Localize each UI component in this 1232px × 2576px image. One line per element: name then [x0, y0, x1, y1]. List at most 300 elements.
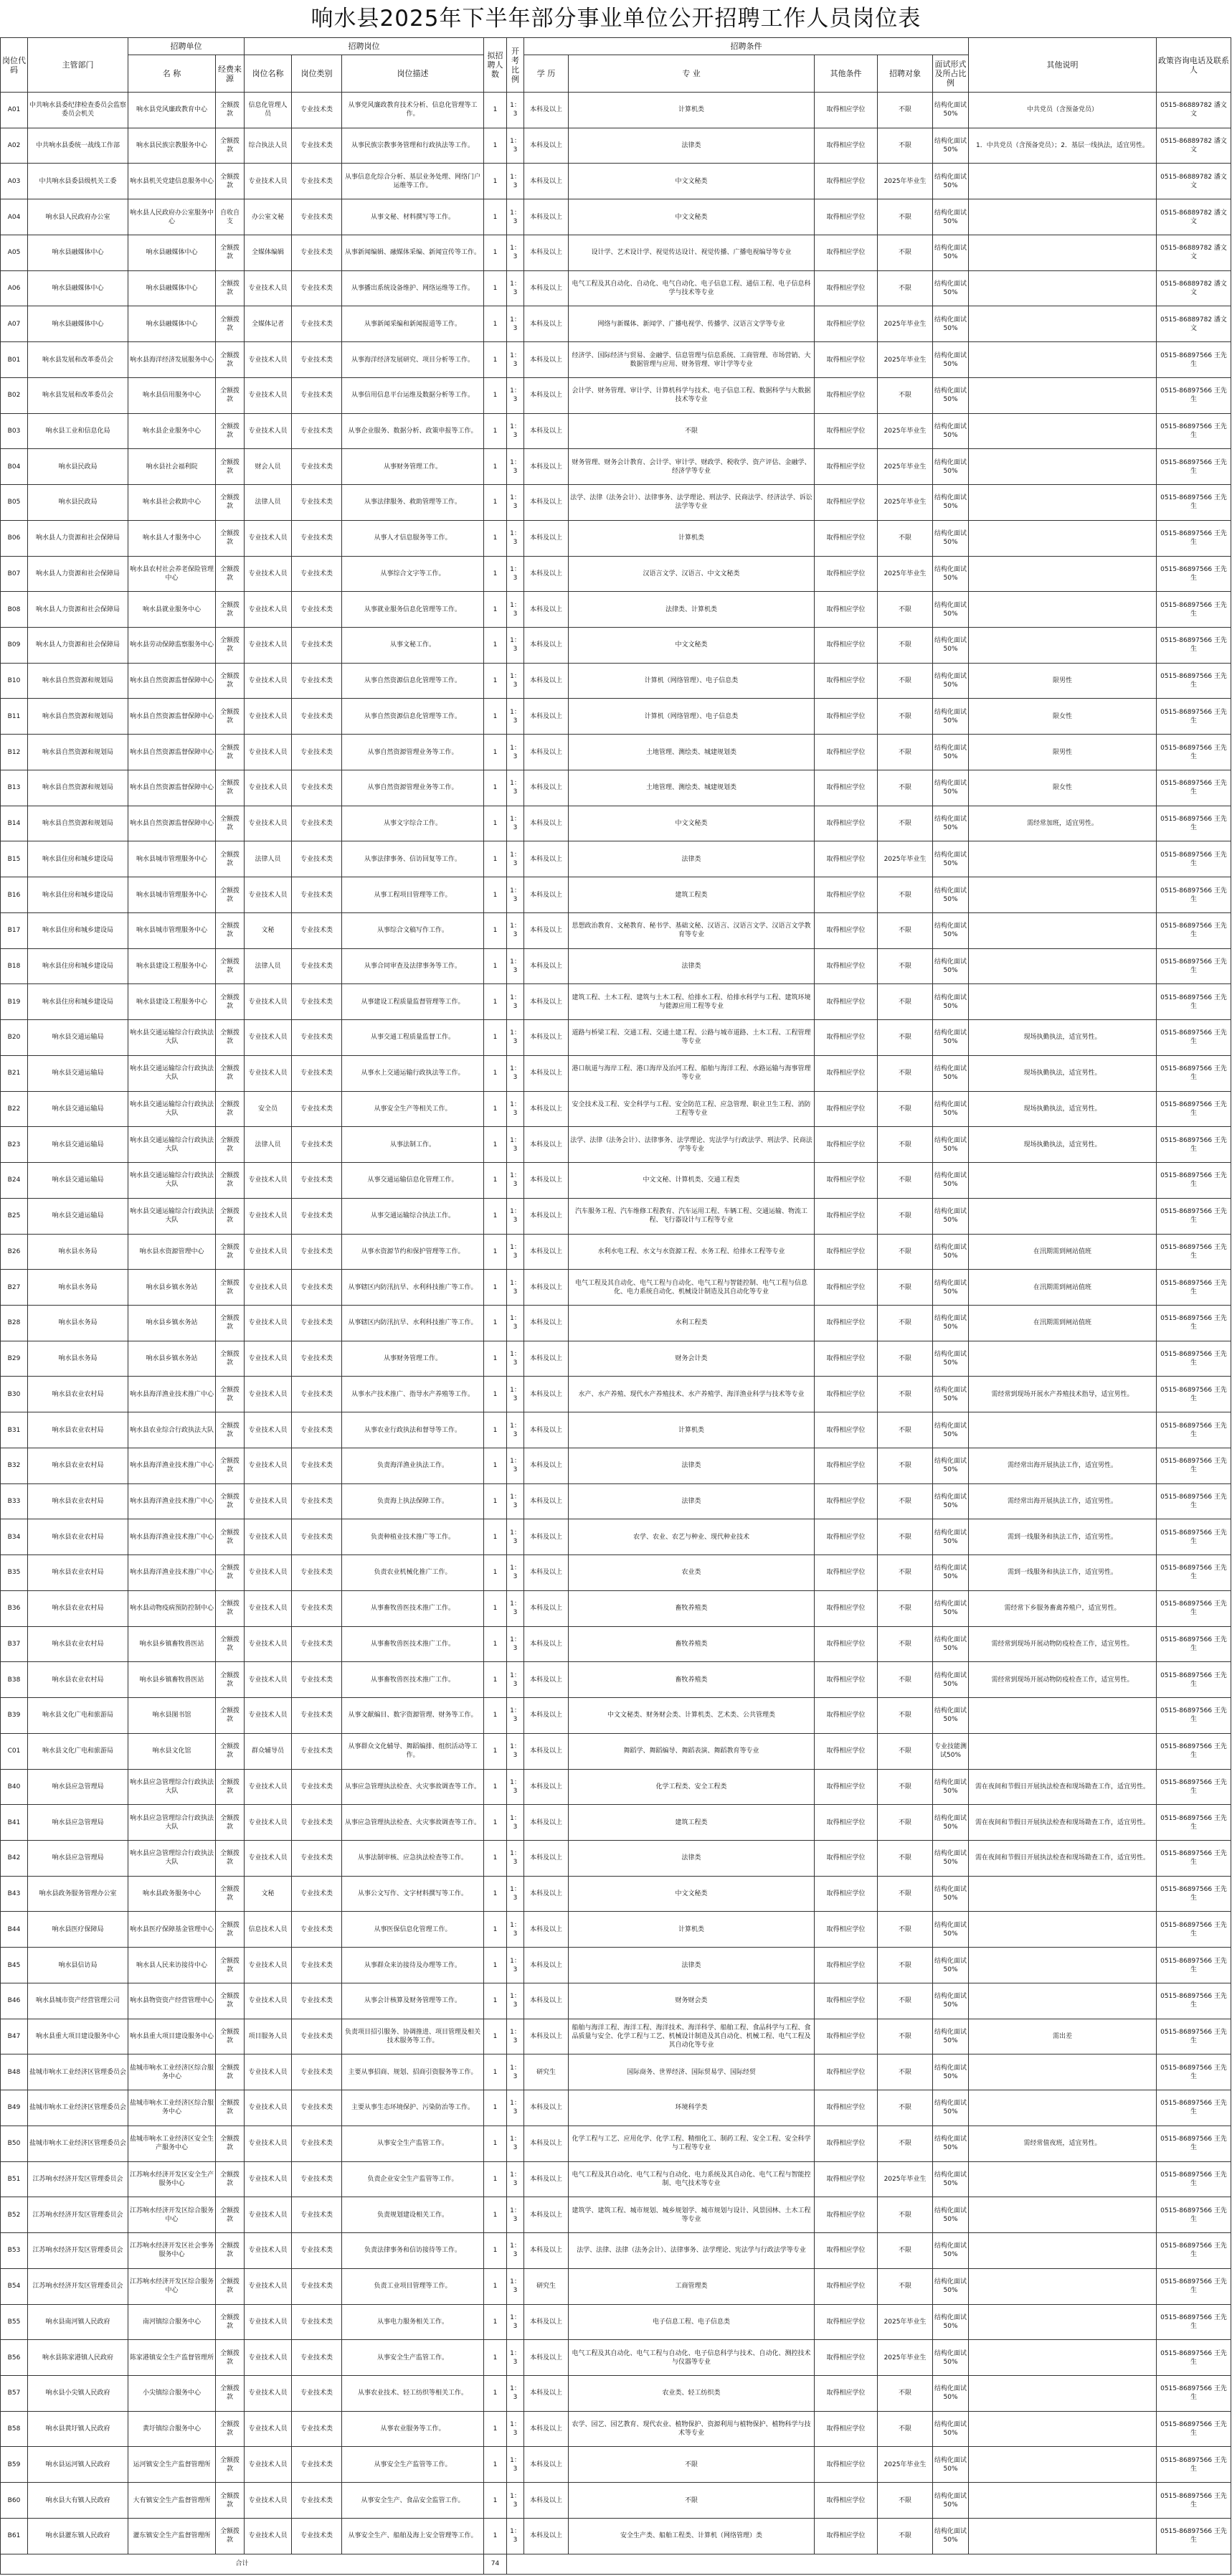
- cell-contact: 0515-86897566 王先生: [1157, 2483, 1231, 2519]
- cell-recruit-count: 1: [484, 2054, 507, 2090]
- cell-other-conditions: 取得相应学位: [815, 1698, 878, 1734]
- cell-unit-name: 盐城市响水工业经济区综合服务中心: [128, 2090, 216, 2126]
- cell-post-category: 专业技术类: [292, 2411, 342, 2447]
- cell-education: 本科及以上: [524, 556, 569, 592]
- cell-exam-ratio: 1：3: [507, 1912, 524, 1948]
- cell-post-name: 专业技术人员: [245, 1341, 292, 1377]
- table-row: [1, 2340, 1231, 2376]
- cell-unit-name: 响水县海洋经济发展服务中心: [128, 342, 216, 378]
- table-row: [1, 2483, 1231, 2519]
- table-row: [1, 1733, 1231, 1769]
- col-header-major: 专 业: [569, 55, 815, 93]
- cell-interview: 结构化面试50%: [933, 1055, 969, 1091]
- cell-other-conditions: 取得相应学位: [815, 93, 878, 128]
- cell-notes: 现场执勤执法，适宜男性。: [969, 1055, 1157, 1091]
- cell-education: 本科及以上: [524, 1483, 569, 1519]
- cell-funding: 自收自支: [216, 199, 245, 235]
- cell-post-description: 从事信用信息平台运维及数据分析等工作。: [342, 377, 484, 413]
- cell-funding: 全额拨款: [216, 449, 245, 485]
- cell-education: 本科及以上: [524, 1733, 569, 1769]
- cell-post-description: 从事安全生产等相关工作。: [342, 1091, 484, 1127]
- cell-post-name: 专业技术人员: [245, 2268, 292, 2304]
- cell-post-category: 专业技术类: [292, 699, 342, 735]
- cell-education: 本科及以上: [524, 1020, 569, 1056]
- cell-funding: 全额拨款: [216, 556, 245, 592]
- cell-interview: 结构化面试50%: [933, 1662, 969, 1698]
- cell-interview: 结构化面试50%: [933, 663, 969, 699]
- cell-unit-name: 陈家港镇安全生产监督管理所: [128, 2340, 216, 2376]
- cell-post-description: 从事电力服务相关工作。: [342, 2304, 484, 2340]
- table-row: [1, 663, 1231, 699]
- cell-interview: 结构化面试50%: [933, 93, 969, 128]
- cell-interview: 结构化面试50%: [933, 164, 969, 199]
- cell-interview: 结构化面试50%: [933, 770, 969, 806]
- cell-recruit-count: 1: [484, 1448, 507, 1483]
- cell-exam-ratio: 1：3: [507, 377, 524, 413]
- cell-post-name: 专业技术人员: [245, 2233, 292, 2269]
- col-header-category: 岗位类别: [292, 55, 342, 93]
- col-header-target: 招聘对象: [878, 55, 933, 93]
- cell-post-description: 从事农业服务等工作。: [342, 2411, 484, 2447]
- cell-education: 本科及以上: [524, 449, 569, 485]
- col-header-funding: 经费来源: [216, 55, 245, 93]
- cell-target: 不限: [878, 2197, 933, 2233]
- cell-post-name: 专业技术人员: [245, 1590, 292, 1626]
- cell-post-description: 从事综合文稿写作工作。: [342, 912, 484, 948]
- cell-education: 本科及以上: [524, 235, 569, 270]
- header-row-1: [1, 38, 1231, 55]
- cell-notes: [969, 2518, 1157, 2554]
- cell-major: 计算机（网络管理）、电子信息类: [569, 699, 815, 735]
- cell-contact: 0515-86897566 王先生: [1157, 520, 1231, 556]
- cell-funding: 全额拨款: [216, 1448, 245, 1483]
- cell-interview: 结构化面试50%: [933, 2340, 969, 2376]
- cell-unit-name: 响水县融媒体中心: [128, 235, 216, 270]
- cell-post-category: 专业技术类: [292, 342, 342, 378]
- cell-contact: 0515-86897566 王先生: [1157, 1127, 1231, 1163]
- cell-post-code: B33: [1, 1483, 28, 1519]
- cell-post-description: 从事交通运输信息化管理工作。: [342, 1163, 484, 1199]
- cell-dept: 响水县应急管理局: [28, 1840, 128, 1876]
- cell-exam-ratio: 1：3: [507, 628, 524, 664]
- cell-other-conditions: 取得相应学位: [815, 449, 878, 485]
- cell-target: 2025年毕业生: [878, 2161, 933, 2197]
- col-header-employer: 招聘单位: [128, 38, 245, 55]
- cell-post-name: 专业技术人员: [245, 2376, 292, 2412]
- table-row: [1, 2268, 1231, 2304]
- cell-exam-ratio: 1：3: [507, 592, 524, 628]
- cell-exam-ratio: 1：3: [507, 164, 524, 199]
- cell-post-name: 专业技术人员: [245, 2518, 292, 2554]
- cell-notes: [969, 1733, 1157, 1769]
- cell-interview: 结构化面试50%: [933, 1948, 969, 1983]
- cell-post-name: 项目服务人员: [245, 2019, 292, 2054]
- cell-post-code: A03: [1, 164, 28, 199]
- cell-recruit-count: 1: [484, 735, 507, 770]
- cell-exam-ratio: 1：3: [507, 1163, 524, 1199]
- cell-exam-ratio: 1：3: [507, 2447, 524, 2483]
- cell-interview: 结构化面试50%: [933, 2376, 969, 2412]
- cell-interview: 结构化面试50%: [933, 199, 969, 235]
- cell-post-category: 专业技术类: [292, 841, 342, 877]
- table-row: [1, 841, 1231, 877]
- cell-notes: 需在夜间和节假日开展执法检查和现场勘查工作，适宜男性。: [969, 1769, 1157, 1805]
- table-row: [1, 770, 1231, 806]
- cell-exam-ratio: 1：3: [507, 1198, 524, 1234]
- cell-interview: 结构化面试50%: [933, 1519, 969, 1555]
- cell-funding: 全额拨款: [216, 1234, 245, 1270]
- cell-funding: 全额拨款: [216, 1698, 245, 1734]
- cell-target: 不限: [878, 1698, 933, 1734]
- cell-post-code: B01: [1, 342, 28, 378]
- cell-major: 法学、法律、法律（法务会计）、法律事务、法学理论、宪法学与行政法学等专业: [569, 2233, 815, 2269]
- cell-funding: 全额拨款: [216, 699, 245, 735]
- positions-table: [0, 37, 1231, 2575]
- table-row: [1, 2161, 1231, 2197]
- cell-contact: 0515-86897566 王先生: [1157, 2090, 1231, 2126]
- cell-contact: 0515-86897566 王先生: [1157, 1805, 1231, 1841]
- cell-notes: [969, 2054, 1157, 2090]
- cell-interview: 结构化面试50%: [933, 1377, 969, 1412]
- cell-post-name: 专业技术人员: [245, 1377, 292, 1412]
- cell-unit-name: 响水县海洋渔业技术推广中心: [128, 1483, 216, 1519]
- cell-interview: 结构化面试50%: [933, 1020, 969, 1056]
- cell-interview: 专业技能测试50%: [933, 1733, 969, 1769]
- cell-interview: 结构化面试50%: [933, 413, 969, 449]
- cell-unit-name: 响水县党风廉政教育中心: [128, 93, 216, 128]
- cell-other-conditions: 取得相应学位: [815, 2019, 878, 2054]
- table-row: [1, 1840, 1231, 1876]
- cell-dept: 响水县政务服务管理办公室: [28, 1876, 128, 1912]
- cell-funding: 全额拨款: [216, 164, 245, 199]
- cell-unit-name: 响水县自然资源监督保障中心: [128, 735, 216, 770]
- cell-interview: 结构化面试50%: [933, 2054, 969, 2090]
- cell-recruit-count: 1: [484, 2090, 507, 2126]
- cell-notes: [969, 592, 1157, 628]
- cell-post-description: 从事播出系统设备维护、网络运维等工作。: [342, 270, 484, 306]
- cell-interview: 结构化面试50%: [933, 735, 969, 770]
- cell-notes: [969, 2161, 1157, 2197]
- cell-target: 不限: [878, 628, 933, 664]
- cell-education: 本科及以上: [524, 2376, 569, 2412]
- cell-post-description: 负责工业项目管理等工作。: [342, 2268, 484, 2304]
- cell-exam-ratio: 1：3: [507, 2376, 524, 2412]
- cell-major: 思想政治教育、文秘教育、秘书学、基础文秘、汉语言、汉语言文学、汉语言文学教育等专业: [569, 912, 815, 948]
- cell-post-category: 专业技术类: [292, 306, 342, 342]
- cell-exam-ratio: 1：3: [507, 1662, 524, 1698]
- cell-post-description: 负责项目招引服务、协调推进、项目管理及相关技术服务等工作。: [342, 2019, 484, 2054]
- cell-notes: [969, 2411, 1157, 2447]
- cell-other-conditions: 取得相应学位: [815, 2411, 878, 2447]
- cell-other-conditions: 取得相应学位: [815, 2268, 878, 2304]
- cell-funding: 全额拨款: [216, 485, 245, 521]
- cell-notes: 需出差: [969, 2019, 1157, 2054]
- cell-post-name: 专业技术人员: [245, 1840, 292, 1876]
- cell-interview: 结构化面试50%: [933, 235, 969, 270]
- cell-post-category: 专业技术类: [292, 1020, 342, 1056]
- cell-post-code: B32: [1, 1448, 28, 1483]
- cell-unit-name: 响水县乡镇水务站: [128, 1305, 216, 1341]
- cell-major: 会计学、财务管理、审计学、计算机科学与技术、电子信息工程、数据科学与大数据技术等专业: [569, 377, 815, 413]
- cell-interview: 结构化面试50%: [933, 2268, 969, 2304]
- cell-post-code: B54: [1, 2268, 28, 2304]
- cell-post-description: 负责规划建设相关工作。: [342, 2197, 484, 2233]
- cell-education: 本科及以上: [524, 770, 569, 806]
- cell-post-name: 专业技术人员: [245, 1626, 292, 1662]
- cell-post-name: 法律人员: [245, 1127, 292, 1163]
- cell-contact: 0515-86889782 潘文文: [1157, 93, 1231, 128]
- cell-notes: [969, 1983, 1157, 2019]
- cell-funding: 全额拨款: [216, 1805, 245, 1841]
- cell-target: 2025年毕业生: [878, 2304, 933, 2340]
- cell-post-name: 专业技术人员: [245, 1983, 292, 2019]
- cell-unit-name: 大有镇安全生产监督管理所: [128, 2483, 216, 2519]
- cell-post-name: 法律人员: [245, 948, 292, 984]
- cell-major: 中文文秘类: [569, 1876, 815, 1912]
- cell-other-conditions: 取得相应学位: [815, 413, 878, 449]
- cell-education: 本科及以上: [524, 2447, 569, 2483]
- cell-dept: 盐城市响水工业经济区管理委员会: [28, 2054, 128, 2090]
- cell-contact: 0515-86897566 王先生: [1157, 770, 1231, 806]
- cell-target: 2025年毕业生: [878, 2447, 933, 2483]
- cell-dept: 响水县工业和信息化局: [28, 413, 128, 449]
- cell-post-category: 专业技术类: [292, 2019, 342, 2054]
- cell-major: 舞蹈学、舞蹈编导、舞蹈表演、舞蹈教育等专业: [569, 1733, 815, 1769]
- cell-education: 本科及以上: [524, 1555, 569, 1591]
- cell-dept: 响水县人力资源和社会保障局: [28, 520, 128, 556]
- cell-education: 本科及以上: [524, 1662, 569, 1698]
- cell-other-conditions: 取得相应学位: [815, 1912, 878, 1948]
- cell-post-category: 专业技术类: [292, 806, 342, 841]
- cell-exam-ratio: 1：3: [507, 663, 524, 699]
- cell-recruit-count: 1: [484, 1769, 507, 1805]
- cell-dept: 响水县发展和改革委员会: [28, 377, 128, 413]
- cell-dept: 中共响水县委统一战线工作部: [28, 128, 128, 164]
- cell-unit-name: 响水县重大项目建设服务中心: [128, 2019, 216, 2054]
- cell-funding: 全额拨款: [216, 1341, 245, 1377]
- table-row: [1, 93, 1231, 128]
- cell-funding: 全额拨款: [216, 1519, 245, 1555]
- cell-recruit-count: 1: [484, 1198, 507, 1234]
- cell-target: 不限: [878, 2233, 933, 2269]
- table-row: [1, 592, 1231, 628]
- table-row: [1, 128, 1231, 164]
- cell-post-description: 从事安全生产监管工作。: [342, 2126, 484, 2161]
- cell-dept: 江苏响水经济开发区管理委员会: [28, 2197, 128, 2233]
- cell-interview: 结构化面试50%: [933, 1198, 969, 1234]
- cell-contact: 0515-86889782 潘文文: [1157, 306, 1231, 342]
- cell-target: 不限: [878, 1377, 933, 1412]
- cell-education: 本科及以上: [524, 164, 569, 199]
- cell-post-description: 从事应急管理执法检查、火灾事故调查等工作。: [342, 1805, 484, 1841]
- cell-notes: [969, 342, 1157, 378]
- table-row: [1, 628, 1231, 664]
- cell-contact: 0515-86897566 王先生: [1157, 1983, 1231, 2019]
- cell-post-code: B12: [1, 735, 28, 770]
- cell-post-description: 从事农业技术、轻工纺织等相关工作。: [342, 2376, 484, 2412]
- cell-target: 不限: [878, 663, 933, 699]
- cell-interview: 结构化面试50%: [933, 2447, 969, 2483]
- cell-interview: 结构化面试50%: [933, 128, 969, 164]
- cell-notes: 中共党员（含预备党员）: [969, 93, 1157, 128]
- cell-post-name: 专业技术人员: [245, 699, 292, 735]
- cell-contact: 0515-86897566 王先生: [1157, 2054, 1231, 2090]
- cell-post-description: 从事安全生产监管工作。: [342, 2340, 484, 2376]
- cell-major: 法律类: [569, 1448, 815, 1483]
- cell-post-category: 专业技术类: [292, 2304, 342, 2340]
- table-row: [1, 1412, 1231, 1448]
- cell-post-description: 从事畜牧兽医技术推广工作。: [342, 1662, 484, 1698]
- cell-other-conditions: 取得相应学位: [815, 2376, 878, 2412]
- cell-exam-ratio: 1：3: [507, 1412, 524, 1448]
- cell-interview: 结构化面试50%: [933, 1412, 969, 1448]
- cell-major: 法律类: [569, 128, 815, 164]
- cell-other-conditions: 取得相应学位: [815, 164, 878, 199]
- cell-target: 不限: [878, 1519, 933, 1555]
- cell-post-name: 专业技术人员: [245, 413, 292, 449]
- cell-target: 不限: [878, 520, 933, 556]
- cell-dept: 中共响水县委县级机关工委: [28, 164, 128, 199]
- cell-funding: 全额拨款: [216, 1412, 245, 1448]
- cell-unit-name: 运河镇安全生产监督管理所: [128, 2447, 216, 2483]
- cell-target: 不限: [878, 1948, 933, 1983]
- cell-dept: 响水县交通运输局: [28, 1198, 128, 1234]
- cell-post-name: 专业技术人员: [245, 1198, 292, 1234]
- cell-dept: 响水县黄圩镇人民政府: [28, 2411, 128, 2447]
- cell-funding: 全额拨款: [216, 1590, 245, 1626]
- cell-major: 畜牧养殖类: [569, 1590, 815, 1626]
- cell-post-name: 专业技术人员: [245, 663, 292, 699]
- table-row: [1, 1448, 1231, 1483]
- total-count: 74: [484, 2554, 507, 2574]
- cell-other-conditions: 取得相应学位: [815, 841, 878, 877]
- cell-recruit-count: 1: [484, 1733, 507, 1769]
- cell-major: 财务管理、财务会计教育、会计学、审计学、财政学、税收学、资产评估、金融学、经济学等专业: [569, 449, 815, 485]
- cell-post-category: 专业技术类: [292, 2340, 342, 2376]
- table-row: [1, 1662, 1231, 1698]
- col-header-description: 岗位描述: [342, 55, 484, 93]
- table-row: [1, 1055, 1231, 1091]
- cell-contact: 0515-86897566 王先生: [1157, 663, 1231, 699]
- cell-other-conditions: 取得相应学位: [815, 1769, 878, 1805]
- cell-interview: 结构化面试50%: [933, 1626, 969, 1662]
- cell-post-name: 信息技术人员: [245, 1912, 292, 1948]
- total-row: [1, 2554, 1231, 2574]
- cell-education: 本科及以上: [524, 1698, 569, 1734]
- total-filler: [507, 2554, 1231, 2574]
- cell-recruit-count: 1: [484, 948, 507, 984]
- cell-target: 不限: [878, 2376, 933, 2412]
- cell-major: 土地管理、测绘类、城建规划类: [569, 735, 815, 770]
- cell-target: 不限: [878, 735, 933, 770]
- cell-post-code: B08: [1, 592, 28, 628]
- cell-education: 本科及以上: [524, 413, 569, 449]
- cell-education: 本科及以上: [524, 1270, 569, 1306]
- cell-other-conditions: 取得相应学位: [815, 2304, 878, 2340]
- cell-recruit-count: 1: [484, 2268, 507, 2304]
- cell-interview: 结构化面试50%: [933, 1127, 969, 1163]
- cell-post-description: 从事自然资源信息化管理等工作。: [342, 663, 484, 699]
- cell-post-name: 专业技术人员: [245, 270, 292, 306]
- cell-interview: 结构化面试50%: [933, 2483, 969, 2519]
- cell-target: 不限: [878, 1341, 933, 1377]
- col-header-phone: 政策咨询电话及联系人: [1157, 38, 1231, 93]
- cell-other-conditions: 取得相应学位: [815, 2447, 878, 2483]
- cell-unit-name: 响水县海洋渔业技术推广中心: [128, 1555, 216, 1591]
- cell-notes: 需在夜间和节假日开展执法检查和现场勘查工作，适宜男性。: [969, 1840, 1157, 1876]
- cell-education: 本科及以上: [524, 2340, 569, 2376]
- cell-education: 本科及以上: [524, 1448, 569, 1483]
- cell-recruit-count: 1: [484, 2304, 507, 2340]
- cell-post-description: 从事水上交通运输行政执法等工作。: [342, 1055, 484, 1091]
- cell-major: 水产、水产养殖、现代水产养殖技术、水产养殖学、海洋渔业科学与技术等专业: [569, 1377, 815, 1412]
- cell-target: 不限: [878, 1055, 933, 1091]
- cell-exam-ratio: 1：3: [507, 2340, 524, 2376]
- cell-post-code: B31: [1, 1412, 28, 1448]
- cell-dept: 响水县农业农村局: [28, 1626, 128, 1662]
- cell-post-description: 从事新闻采编和新闻报道等工作。: [342, 306, 484, 342]
- cell-education: 本科及以上: [524, 2483, 569, 2519]
- cell-major: 法律类: [569, 1840, 815, 1876]
- cell-notes: 需在夜间和节假日开展执法检查和现场勘查工作，适宜男性。: [969, 1805, 1157, 1841]
- cell-interview: 结构化面试50%: [933, 877, 969, 913]
- cell-funding: 全额拨款: [216, 413, 245, 449]
- cell-post-description: 从事党风廉政教育技术分析、信息化管理等工作。: [342, 93, 484, 128]
- cell-target: 不限: [878, 377, 933, 413]
- cell-recruit-count: 1: [484, 1483, 507, 1519]
- cell-contact: 0515-86889782 潘文文: [1157, 164, 1231, 199]
- cell-major: 不限: [569, 2447, 815, 2483]
- cell-recruit-count: 1: [484, 841, 507, 877]
- cell-funding: 全额拨款: [216, 1840, 245, 1876]
- table-row: [1, 1805, 1231, 1841]
- cell-unit-name: 响水县乡镇畜牧兽医站: [128, 1626, 216, 1662]
- cell-post-category: 专业技术类: [292, 1163, 342, 1199]
- cell-target: 2025年毕业生: [878, 164, 933, 199]
- table-row: [1, 2411, 1231, 2447]
- cell-target: 2025年毕业生: [878, 556, 933, 592]
- cell-post-category: 专业技术类: [292, 2161, 342, 2197]
- table-row: [1, 235, 1231, 270]
- cell-dept: 响水县灌东镇人民政府: [28, 2518, 128, 2554]
- cell-post-description: 从事工程项目管理等工作。: [342, 877, 484, 913]
- cell-target: 不限: [878, 1305, 933, 1341]
- cell-dept: 响水县信访局: [28, 1948, 128, 1983]
- cell-funding: 全额拨款: [216, 1020, 245, 1056]
- cell-interview: 结构化面试50%: [933, 1163, 969, 1199]
- cell-funding: 全额拨款: [216, 912, 245, 948]
- cell-unit-name: 江苏响水经济开发区综合服务中心: [128, 2268, 216, 2304]
- cell-recruit-count: 1: [484, 1055, 507, 1091]
- cell-unit-name: 响水县乡镇水务站: [128, 1270, 216, 1306]
- cell-post-description: 从事安全生产、食品安全监管工作。: [342, 2483, 484, 2519]
- cell-post-category: 专业技术类: [292, 735, 342, 770]
- cell-unit-name: 响水县交通运输综合行政执法大队: [128, 1020, 216, 1056]
- cell-notes: 限男性: [969, 735, 1157, 770]
- cell-post-description: 从事畜牧兽医技术推广工作。: [342, 1590, 484, 1626]
- cell-target: 不限: [878, 270, 933, 306]
- cell-post-code: B15: [1, 841, 28, 877]
- table-row: [1, 735, 1231, 770]
- cell-recruit-count: 1: [484, 2518, 507, 2554]
- cell-other-conditions: 取得相应学位: [815, 1948, 878, 1983]
- cell-post-description: 从事文秘、材料撰写等工作。: [342, 199, 484, 235]
- cell-unit-name: 响水县农村社会养老保险管理中心: [128, 556, 216, 592]
- cell-other-conditions: 取得相应学位: [815, 1270, 878, 1306]
- cell-exam-ratio: 1：3: [507, 2019, 524, 2054]
- cell-unit-name: 江苏响水经济开发区综合服务中心: [128, 2197, 216, 2233]
- cell-education: 本科及以上: [524, 1912, 569, 1948]
